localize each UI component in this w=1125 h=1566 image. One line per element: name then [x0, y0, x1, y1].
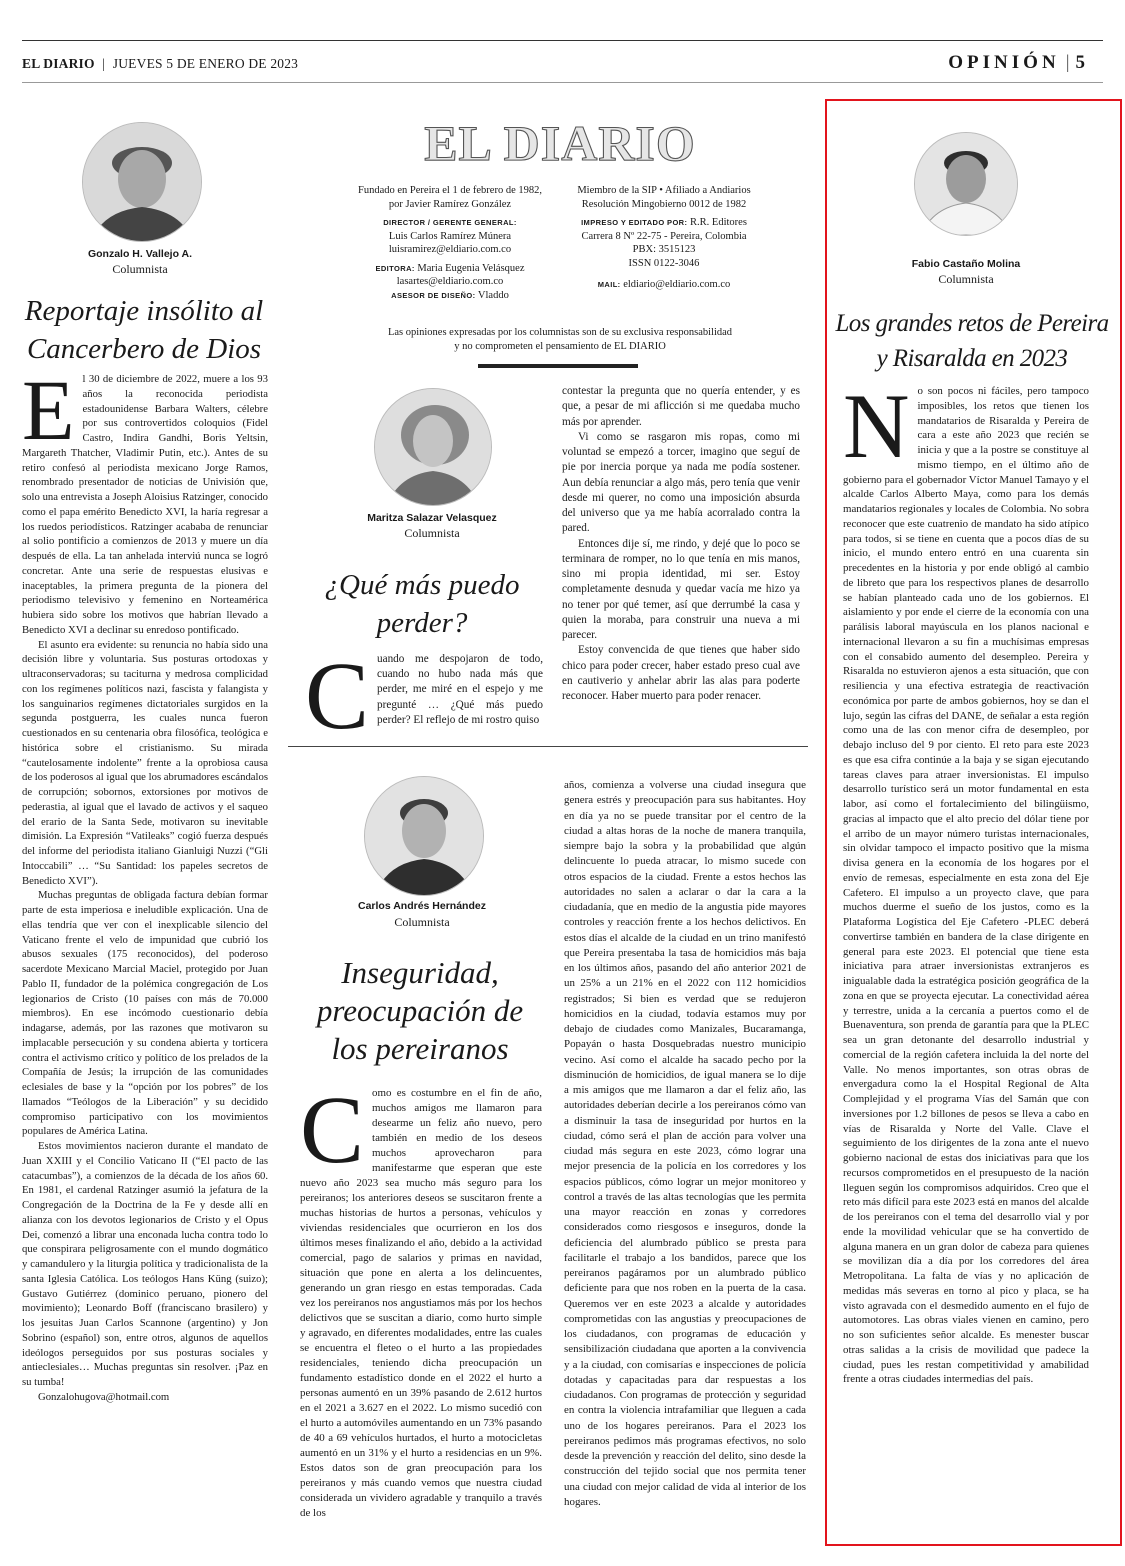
- paragraph: Estos movimientos nacieron durante el mandato de Juan XXIII y el Concilio Vaticano II (“El pacto de las catacumbas”), a comienzos de la década de los años 60. En 1981, el cardenal Ratzinger asumió la jefatura de la Congregación de la Doctrina de la Fe y desde allí en alianza con los devotos legionarios de Cristo y el Opus Dei, comenzó a librar una enconada lucha contra todo lo que conspirara peligrosamente con el mundo dogmático y camandulero y la liturgia política y tradicionalista de la santa Iglesia Católica. Los teólogos Hans Küng (suizo); Gustavo Gutiérrez (dominico peruano, pionero del movimiento); Leonardo Boff (franciscano brasilero) y los jesuitas Juan Carlos Scannone (argentino) y Jon Sobrino (español) son, entre otros, algunos de aquellos ideólogos perseguidos por sus posturas sociales y antieclesiales… Muchas preguntas sin resolver. ¡Paz en su tumba!: [22, 1140, 268, 1388]
- printer-name: R.R. Editores: [690, 217, 747, 228]
- drop-cap: C: [300, 1076, 365, 1183]
- editor-label: EDITORA:: [375, 263, 415, 273]
- article-body-2b: [562, 384, 800, 704]
- designer-name: Vladdo: [477, 289, 509, 301]
- director-name: Luis Carlos Ramírez Múnera: [388, 230, 512, 242]
- director-label: DIRECTOR / GERENTE GENERAL:: [383, 218, 517, 227]
- author-role: Columnista: [394, 915, 450, 929]
- paper-name: EL DIARIO: [22, 56, 95, 71]
- article-title-4: [832, 306, 1112, 376]
- title-line: Inseguridad,: [341, 955, 499, 990]
- drop-cap: E: [22, 362, 75, 458]
- paragraph: omo es costumbre en el fin de año, muchos amigos me llamaron para desearme un feliz año nuevo, pero también en medio de los deseos muchos aprovecharon para manifestarme que esperan que este nuevo año 2023 sea mucho más seguro para los pereiranos; los anteriores deseos se suscitaron frente a muchas historias de hurtos a personas, vehículos y viviendas residenciales que ocurrieron en los dos últimos meses finalizando el año, debido a la actividad comercial, pago de salarios y primas en navidad, situación que pone en alerta a los delincuentes, generando un gran riesgo en estas temporadas. Cada vez los pereiranos nos angustiamos más por los hechos delictivos que se suscitan a diario, como hurto simple y agravado, en diferentes modalidades, entre las cuales se encuentra el fleteo o el hurto a las propiedades residenciales, teniendo dicha preocupación un fundamento estadístico donde en el 2022 el hurto a personas aumentó en un 39% pasando de 2.612 hurtos en el 2021 a 3.627 en el 2022. Lo mismo sucedió con el hurto a automóviles aumentando en un 73% pasando de 40 a 69 vehículos hurtados, el hurto a motocicletas aumentó en un 31% y el hurto a residencias en un 9%. Estos datos son de gran preocupación para los pereiranos y más cuando vemos que nuestra ciudad considerada un vividero agradable y tranquilo a través de los: [300, 1087, 542, 1519]
- paragraph: El asunto era evidente: su renuncia no había sido una decisión libre y voluntaria. Sus posturas ortodoxas y ultraconservadoras; su taciturna y medrosa complicidad con los regímenes políticos nazi, fascista y falangista y los sanguinarios regímenes dictatoriales surgidos en la segunda postguerra, les cuales nunca fueron cuestionados en su centenaria obra filosófica, teológica e histórica sobre el cristianismo. Su mirada “cautelosamente indolente” frente a la oprobiosa causa de los poderosos al igual que los abrumadores escándalos de corrupción; sobornos, extorsiones por motivos de pederastia, al igual que el lavado de activos y el saqueo del erario de la Santa Sede, motivaron su inevitable dimisión. La Expresión “Vatileaks” cogió fuerza después del informe del periodista italiano Gianluigi Nuzzi (“Gli Intoccabili” … “Su Santidad: los papeles secretos de Benedicto XVI”).: [22, 638, 268, 887]
- paragraph: Vi como se rasgaron mis ropas, como mi voluntad se empezó a torcer, imagino que seguí de pie por inercia porque ya nada me podía sostener. Aun debía renunciar a algo más, pero tenía que venir desde mi querer, no como una imposición absurda del universo que ya me había acorralado contra la pared.: [562, 430, 800, 535]
- author-name: Carlos Andrés Hernández: [358, 900, 486, 912]
- author-name: Maritza Salazar Velasquez: [367, 512, 497, 524]
- title-line: los pereiranos: [331, 1031, 509, 1066]
- paragraph: Muchas preguntas de obligada factura debían formar parte de esta imperiosa e ineludible explicación. Una de ellas tendría que ver con el inexplicable silencio del Vaticano frente el velo de impunidad que cubrió los abusos sexuales (175 reconocidos), del poderoso sacerdote Mexicano Marcial Maciel, protegido por Juan Pablo II, fundador de la polémica congregación de Los legionarios de Cristo (10 países con más de 70.000 miembros). En ese incómodo cuestionario debía indagarse, además, por las razones que motivaron su implacable persecución y su condena abierta y torticera contra el activismo crítico y político de los prelados de la Compañía de Jesús; la irrupción de las comunidades eclesiales de base y la “opción por los pobres” de los llamados “Teólogos de la Liberación” y su decidido compromiso participativo con los movimientos populares de América Latina.: [22, 889, 268, 1138]
- header-left: [22, 56, 298, 72]
- masthead-left: [352, 184, 548, 302]
- title-line: preocupación de: [316, 993, 524, 1028]
- title-line: ¿Qué más puedo: [324, 569, 520, 601]
- drop-cap: C: [305, 642, 370, 749]
- disclaimer-line: y no comprometen el pensamiento de EL DIARIO: [454, 341, 666, 352]
- issn: ISSN 0122-3046: [628, 257, 700, 269]
- address: Carrera 8 Nº 22-75 - Pereira, Colombia: [581, 230, 747, 242]
- page-number: 5: [1075, 52, 1085, 73]
- article-body-2a: [305, 642, 543, 749]
- design-label: ASESOR DE DISEÑO:: [391, 290, 476, 300]
- phone: PBX: 3515123: [632, 244, 696, 255]
- portrait-icon: [375, 389, 491, 505]
- author-photo-salazar: [374, 388, 492, 506]
- logo-text: EL DIARIO: [424, 115, 696, 171]
- issue-date: JUEVES 5 DE ENERO DE 2023: [112, 56, 299, 71]
- paragraph: Entonces dije sí, me rindo, y dejé que lo poco se terminara de romper, no lo que tenía en mis manos, sino mi propia identidad, mi ser. Estoy completamente desnuda y quedar vacía me hizo ya no tener por qué temer, así que derrumbé la casa y quien la moraba, para construir una nueva a mi parecer.: [562, 537, 800, 641]
- author-role: Columnista: [938, 272, 994, 286]
- header-separator: |: [102, 56, 106, 71]
- portrait-icon: [83, 123, 201, 241]
- author-role: Columnista: [404, 526, 460, 540]
- article-body-3a: [300, 1076, 542, 1521]
- director-email: luisramirez@eldiario.com.co: [388, 244, 512, 255]
- top-rule: [22, 40, 1103, 41]
- paragraph: Estoy convencida de que tienes que haber sido chico para poder crecer, haber estado preso cual ave en cautiverio y anhelar abrir las alas para poderte reconocer. Haber muerto para poder renacer.: [562, 644, 800, 702]
- author-name: Fabio Castaño Molina: [911, 258, 1021, 270]
- article-body-4: [843, 375, 1089, 1387]
- printed-label: IMPRESO Y EDITADO POR:: [581, 218, 688, 227]
- author-email: Gonzalohugova@hotmail.com: [38, 1390, 170, 1403]
- founded-line: Fundado en Pereira el 1 de febrero de 1982,: [358, 185, 542, 196]
- header-bottom-rule: [22, 82, 1103, 83]
- author-role: Columnista: [112, 262, 168, 276]
- masthead-right: [566, 184, 762, 292]
- editor-name: Maria Eugenia Velásquez: [417, 262, 525, 274]
- drop-cap: N: [843, 375, 910, 477]
- article-body-3b: [564, 778, 806, 1510]
- el-diario-logo: [400, 112, 720, 172]
- article-body-1: [22, 362, 268, 1405]
- title-line: Reportaje insólito al: [24, 295, 264, 327]
- title-line: y Risaralda en 2023: [876, 345, 1068, 372]
- portrait-icon: [365, 777, 483, 895]
- section-name: OPINIÓN: [948, 52, 1060, 73]
- author-photo-castano: [914, 132, 1018, 236]
- member-line: Miembro de la SIP • Afiliado a Andiarios: [577, 185, 751, 196]
- member-line: Resolución Mingobierno 0012 de 1982: [581, 198, 747, 210]
- portrait-icon: [915, 133, 1017, 235]
- disclaimer-line: Las opiniones expresadas por los columnistas son de su exclusiva responsabilidad: [387, 327, 733, 338]
- masthead-rule: [478, 364, 638, 368]
- header-separator-right: |: [1065, 52, 1070, 73]
- founded-line: por Javier Ramírez González: [388, 198, 512, 210]
- editor-email: lasartes@eldiario.com.co: [396, 276, 504, 287]
- author-photo-vallejo: [82, 122, 202, 242]
- article-title-2: [304, 566, 540, 642]
- article-title-3: [300, 954, 540, 1068]
- article-title-1: [20, 292, 268, 368]
- author-name: Gonzalo H. Vallejo A.: [87, 248, 193, 260]
- paragraph: años, comienza a volverse una ciudad insegura que genera estrés y preocupación para sus habitantes. Hoy en día ya no se puede transitar por el centro de la ciudad a altas horas de la noche de manera tranquila, siempre bajo la sobra y la probabilidad que algún delincuente lo pueda atracar, lo mismo sucede con otros espacios de la ciudad. Frente a estos hechos las autoridades no salen a aclarar o dar la cara a la ciudadanía, que en medio de la angustia pide mayores controles y reacción frente a los hechos delictivos. En estos días el alcalde de la ciudad en un trino manifestó que Pereira presentaba la tasa de homicidios más baja en los últimos años, pasando del año anterior 2021 de un 25% a un 21% en el 2022 con 112 homicidios registrados; Si bien es verdad que se redujeron homicidios en la ciudad, todavía estamos muy por debajo de ciudades como Manizales, Bucaramanga, Popayán o hasta Dosquebradas nuestro municipio vecino. Así como el alcalde ha sacado pecho por la disminución de homicidios, de igual manera se lo dije a mis amigos que me llamaron a dar el feliz año, las autoridades deberían decirle a los pereiranos cómo van a disminuir la tasa de inseguridad por hurtos en la ciudad, cómo será el plan de acción para volver una ciudad más segura en este 2023, cómo lograr una mejor presencia de la policía en los corredores y los espacios públicos, cómo lograr un mejor monitoreo y control a través de las altas tecnologías que les permita una mayor reacción en zonas y corredores considerados como riesgosos e inseguros, donde la deficiencia del alumbrado público se presta para facilitarle el trabajo a los bandidos, parece que los pereiranos pagáramos por un alumbrado público deficiente para que nos roben en la puerta de la casa. Queremos ver en este 2023 a alcalde y autoridades comprometidas con las angustias y preocupaciones de los ciudadanos, con programas de educación y sensibilización ciudadana que aporten a la convivencia y a la ciudad, con comisarías e inspecciones de policía dotadas y capacitadas para dar respuestas a los ciudadanos. Con programas de protección y seguridad en contra la violencia intrafamiliar que lleguen a cada uno de los hogares pereiranos. Para el 2023 los pereiranos pedimos más programas efectivos, no solo desde la prevención y reacción del delito, sino desde la construcción del tejido social que nos permita tener una ciudad con mejor calidad de vida al interior de los hogares.: [564, 779, 806, 1508]
- title-line: Los grandes retos de Pereira: [835, 310, 1109, 337]
- author-photo-hernandez: [364, 776, 484, 896]
- disclaimer: [300, 326, 820, 354]
- title-line: perder?: [376, 607, 468, 639]
- paragraph: o son pocos ni fáciles, pero tampoco imposibles, los retos que tienen los mandatarios de Risaralda y Pereira de cara a este año 2023 que recién se inicia y que a la postre se constituye al mismo tiempo, en el último año de gobierno para el gobernador Víctor Manuel Tamayo y el alcalde Carlos Alberto Maya, como para los demás mandatarios regionales y locales de Colombia. No sobra reconocer que este cuatrenio de mandato ha sido atípico para todos, si se tiene en cuenta que a pocos días de su inicio, el mundo entero entró en una cuarenta sin precedentes en la historia y por ende obligó al cambio de libreto que para los respectivos planes de desarrollo se habían planteado cada uno de los gobiernos. El aislamiento y por ende el cierre de la economía con una parálisis laboral mayúscula en los planos nacional e internacional llevaron a su fin a muchísimas empresas con el consabido aumento del desempleo. Pereira y Risaralda no estuvieron ajenos a esta situación, que con resiliencia y una efectiva estrategia de reactivación económica por parte de ambos gobiernos, hoy se dan el lujo, según las cifras del DANE, de señalar a esta región como una de las con menor cifra de desempleo, por debajo incluso del 9 por ciento. El reto para este 2023 es que esa cifra continúe a la baja y se sigan ejecutando tareas claves para atraer inversionistas. El impulso desarrollo turístico será un motor fundamental en esta labor, así como el fortalecimiento del bilingüismo, gracias al impacto que el alto precio del dólar tiene por el arribo de un mayor número turistas internacionales, sin olvidar tampoco el impacto positivo que la misma divisa genera en la economía de los hogares por el envío de remesas, especialmente en esta zona del Eje Cafetero. El impulso a un proyecto clave, que para muchos duerme el sueño de los justos, como es la Plataforma Logística del Eje Cafetero -PLEC deberá convertirse también en bandera de la clase dirigente en general para este 2023. El potencial que tiene esta iniciativa para atraer inversionistas extranjeros es inigualable dada la estratégica posición geográfica de la zona en que se proyecta ejecutar. La conectividad aérea y terrestre, unida a la cercanía a puertos como el de Buenaventura, son prenda de garantía para que la PLEC sea un gran detonante del desarrollo industrial y comercial de la región cafetera incluida la del norte del Valle. No menos importantes, son otras obras de envergadura como la el Hospital Regional de Alta Complejidad y el programa Vías del Samán que con inversiones por 1.2 billones de pesos se lleva a cabo en vías de Risaralda y Norte del Valle. Clave el seguimiento de los dirigentes de la zona ante el nuevo gobierno nacional de estas dos iniciativas para que los recursos comprometidos en el presupuesto de la nación lleguen según los compromisos adquiridos. Creo que el reto más difícil para este 2023 está en manos del alcalde de los pereiranos con el tema del desarrollo vial y por ende la movilidad vehicular que se ha convertido de alguna manera en un gran dolor de cabeza para quienes se movilizan día a día por los corredores del área Metropolitana. La falta de vías y no aplicación de medidas más severas en torno al pico y placa, se ha visto agravada con el desmedido aumento en el fujo de automotores. Las obras viales vienen en camino, pero no son suficientes señor alcalde. Es menester buscar otras salidas a la crisis de movilidad que padece la ciudad, pues les restan competitividad y amabilidad frente a otras ciudades intermedias del país.: [843, 385, 1089, 1386]
- mail-address: eldiario@eldiario.com.co: [623, 279, 731, 290]
- mail-label: MAIL:: [597, 280, 621, 289]
- section-divider: [288, 746, 808, 747]
- paragraph: l 30 de diciembre de 2022, muere a los 93 años la reconocida periodista estadounidense Barbara Walters, célebre por sus controvertidos coloquios (Fidel Castro, Indira Gandhi, Boris Yeltsin, Margareth Thatcher, Vladimir Putin, etc.). Antes de su retiro confesó al periodista mexicano Jorge Ramos, renombrado presentador de noticias de Univisión que, solo una entrevista a Joseph Aloisius Ratzinger, conocido como el papa emérito Benedicto XVI, la haría regresar a los ruedos periodísticos. Ratzinger acababa de renunciar al solio pontificio a comienzos de 2013 y muere un día después de ella. La tan anhelada interviú nunca se logró concretar. Ante una serie de respuestas elusivas e inaceptables, la primera pregunta de la pionera del periodismo televisivo y femenino en Norteamérica hubiera sido sobre los motivos que habrían llevado a Benedicto XVI a declinar su enredoso pontificado.: [22, 373, 268, 636]
- paragraph: uando me despojaron de todo, cuando no hubo nada más que perder, me miré en el espejo y me pregunté … ¿Qué más puedo perder? El reflejo de mi rostro quiso: [377, 653, 543, 726]
- paragraph: contestar la pregunta que no quería entender, y es que, a pesar de mi aflicción si me quedaba mucho más por aprender.: [562, 385, 800, 428]
- header-right: [948, 52, 1085, 74]
- title-line: Cancerbero de Dios: [26, 333, 262, 365]
